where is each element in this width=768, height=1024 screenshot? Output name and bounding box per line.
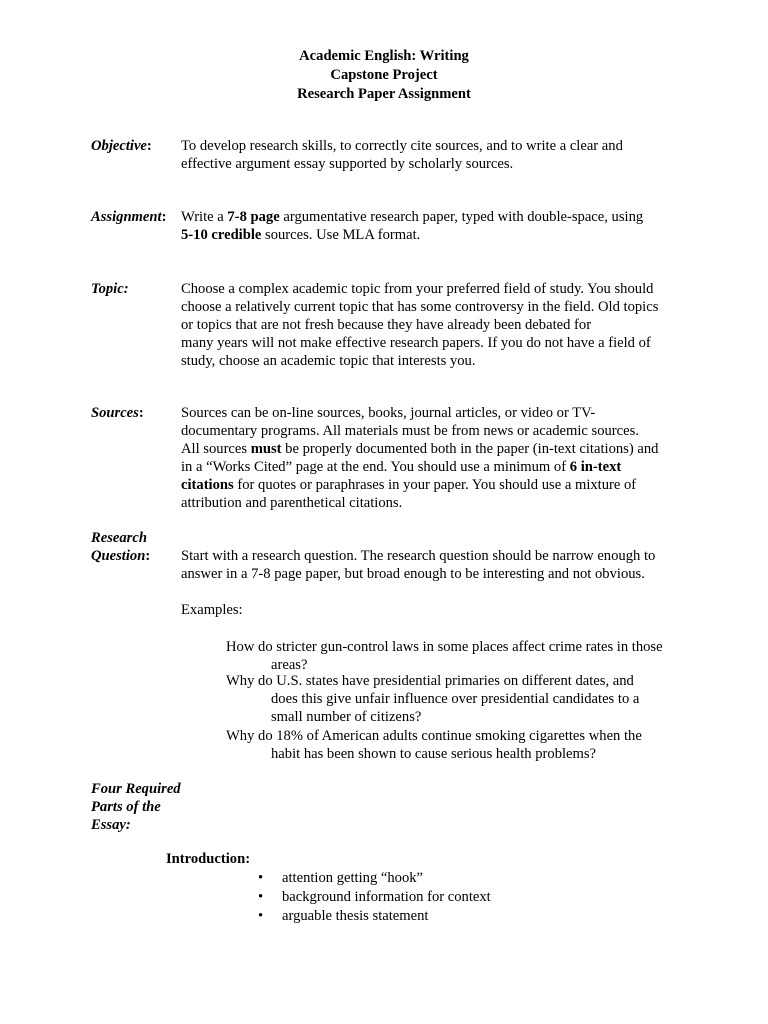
- topic-label: Topic:: [91, 281, 129, 297]
- introduction-heading: Introduction:: [166, 851, 251, 867]
- sources-text: [181, 404, 691, 512]
- objective-label: Objective:: [91, 138, 152, 154]
- bullet-text: background information for context: [282, 889, 491, 905]
- assignment-line: 5-10 credible sources. Use MLA format.: [181, 227, 421, 243]
- citation-count-emphasis: 6 in-text: [569, 459, 622, 475]
- examples-label: Examples:: [181, 602, 243, 618]
- title-line-course: Academic English: Writing: [299, 48, 469, 64]
- example-question: How do stricter gun-control laws in some places affect crime rates in those areas?: [226, 639, 663, 673]
- required-parts-label: Four Required Parts of the Essay:: [91, 781, 181, 833]
- topic-line: many years will not make effective research papers. If you do not have a field of: [181, 335, 651, 351]
- bullet-text: attention getting “hook”: [282, 870, 424, 886]
- list-item: [258, 869, 491, 888]
- bullet-icon: •: [258, 870, 264, 886]
- sources-label: Sources:: [91, 405, 144, 421]
- must-emphasis: must: [250, 441, 282, 457]
- introduction-bullet-list: [258, 869, 491, 926]
- topic-line: Choose a complex academic topic from your preferred field of study. You should: [181, 281, 654, 297]
- sources-line: in a “Works Cited” page at the end. You should use a minimum of 6 in-text: [181, 459, 622, 475]
- research-question-line: Start with a research question. The research question should be narrow enough to: [181, 548, 656, 564]
- bullet-text: arguable thesis statement: [282, 908, 429, 924]
- objective-line: effective argument essay supported by scholarly sources.: [181, 156, 514, 172]
- title-line-assignment: Research Paper Assignment: [297, 86, 471, 102]
- sources-line: Sources can be on-line sources, books, journal articles, or video or TV-: [181, 405, 596, 421]
- example-question: Why do 18% of American adults continue smoking cigarettes when the habit has been shown to cause serious health problems?: [226, 728, 642, 762]
- bullet-icon: •: [258, 908, 264, 924]
- sources-line: citations for quotes or paraphrases in your paper. You should use a mixture of: [181, 477, 637, 493]
- research-question-line: answer in a 7-8 page paper, but broad enough to be interesting and not obvious.: [181, 566, 645, 582]
- sources-line: All sources must be properly documented both in the paper (in-text citations) and: [181, 441, 659, 457]
- list-item: [258, 888, 491, 907]
- example-question: Why do U.S. states have presidential primaries on different dates, and does this give unfair influence over presidential candidates to a small number of citizens?: [226, 673, 640, 725]
- sources-line: documentary programs. All materials must be from news or academic sources.: [181, 423, 639, 439]
- assignment-line: Write a 7-8 page argumentative research paper, typed with double-space, using: [181, 209, 644, 225]
- bullet-icon: •: [258, 889, 264, 905]
- objective-line: To develop research skills, to correctly cite sources, and to write a clear and: [181, 138, 623, 154]
- topic-line: or topics that are not fresh because they have already been debated for: [181, 317, 592, 333]
- page-length-emphasis: 7-8 page: [227, 209, 280, 225]
- citations-emphasis: citations: [181, 477, 234, 493]
- objective-text: [181, 137, 691, 173]
- assignment-text: [181, 208, 691, 244]
- source-count-emphasis: 5-10 credible: [181, 227, 262, 243]
- list-item: [258, 907, 491, 926]
- document-title: [0, 47, 768, 104]
- research-question-text: [181, 547, 691, 583]
- title-line-project: Capstone Project: [330, 67, 438, 83]
- assignment-label: Assignment:: [91, 209, 167, 225]
- topic-text: [181, 280, 691, 370]
- research-question-label: Research Question:: [91, 530, 151, 564]
- topic-line: choose a relatively current topic that has some controversy in the field. Old topics: [181, 299, 659, 315]
- sources-line: attribution and parenthetical citations.: [181, 495, 403, 511]
- topic-line: study, choose an academic topic that interests you.: [181, 353, 476, 369]
